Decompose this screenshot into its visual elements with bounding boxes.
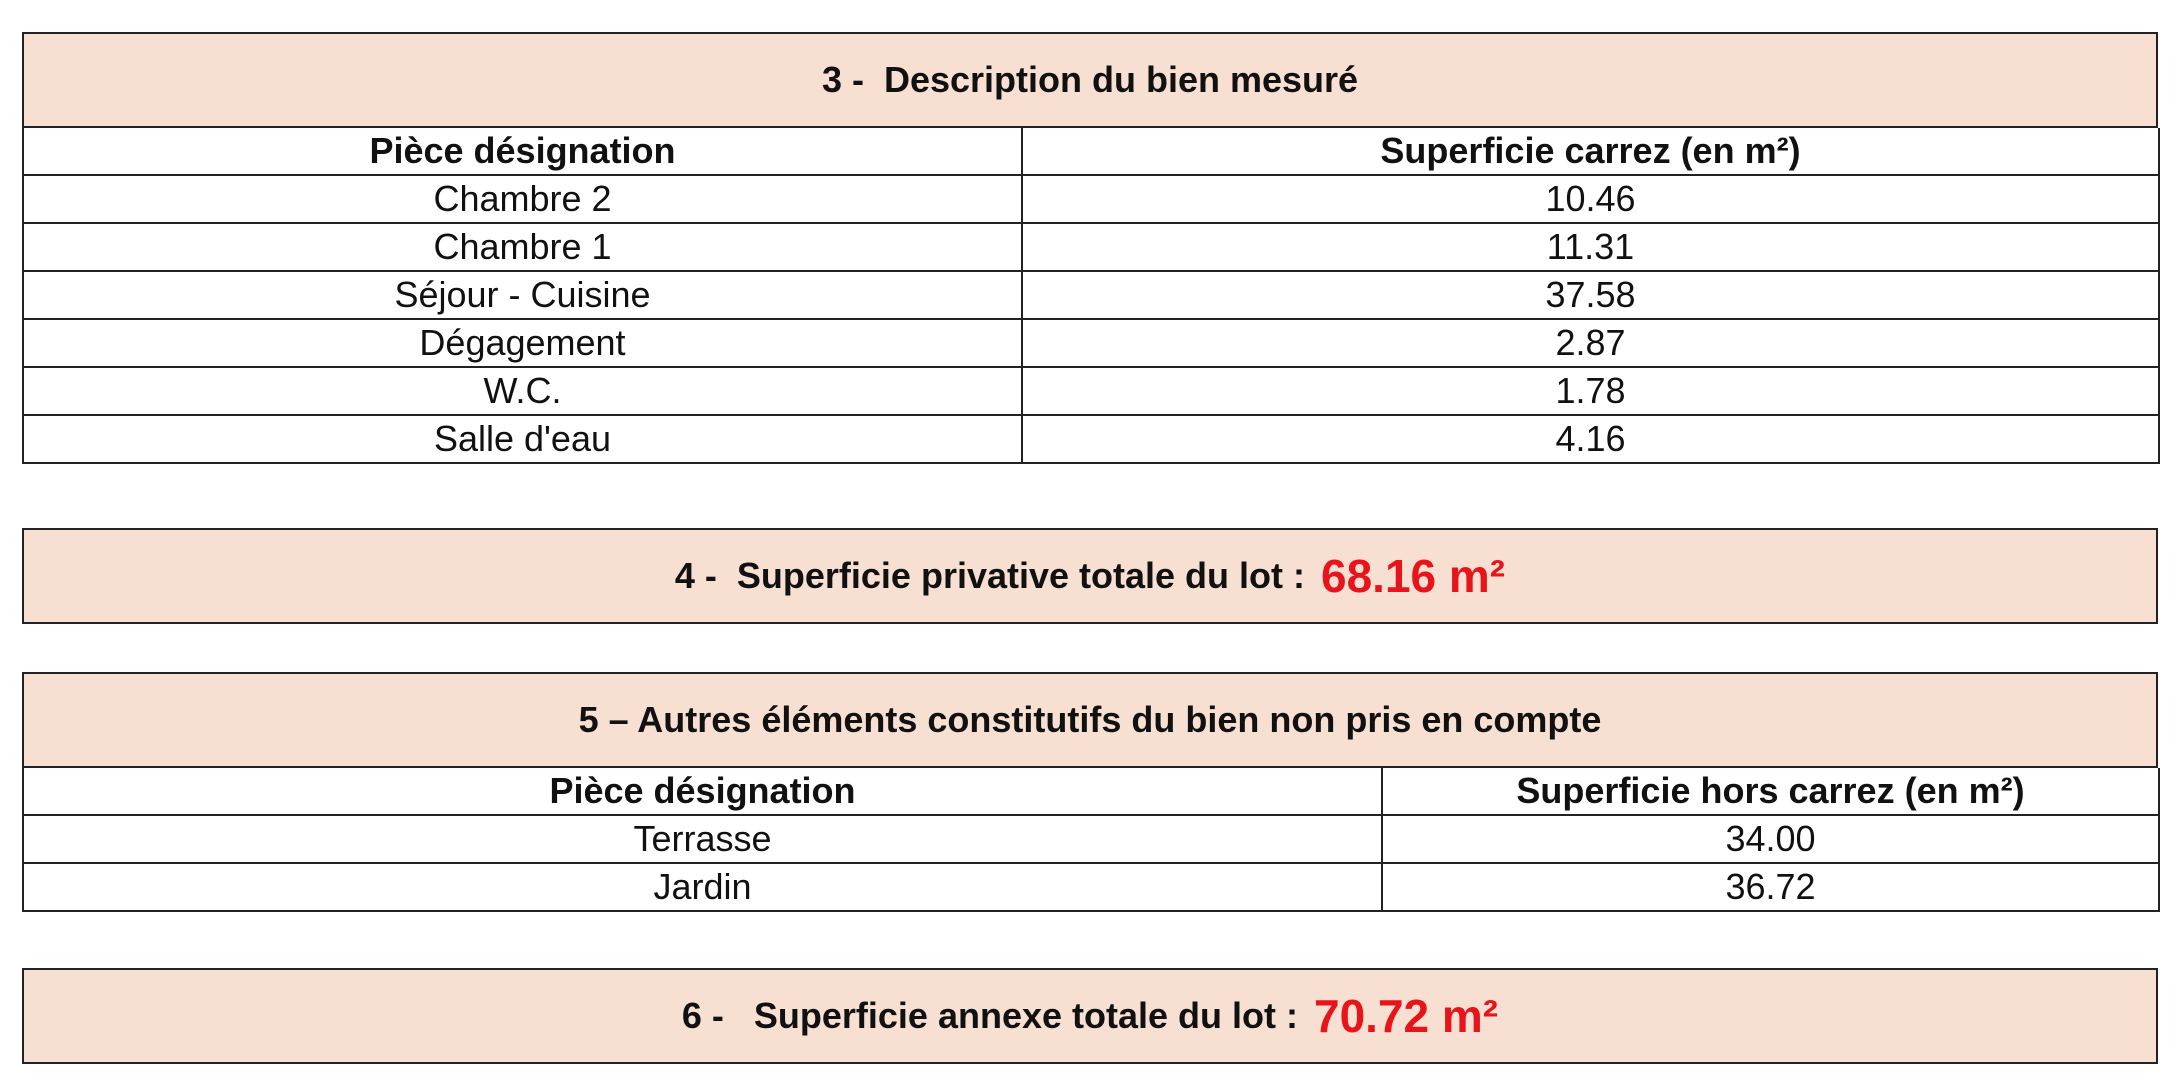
hors-carrez-table xyxy=(22,768,2160,912)
table-row xyxy=(23,815,2159,863)
carrez-table xyxy=(22,128,2160,464)
room-name: W.C. xyxy=(23,367,1022,415)
room-area: 36.72 xyxy=(1382,863,2159,911)
section-autres-elements xyxy=(22,672,2158,912)
room-area: 37.58 xyxy=(1022,271,2159,319)
table-row xyxy=(23,271,2159,319)
section-superficie-annexe xyxy=(22,968,2158,1064)
room-area: 2.87 xyxy=(1022,319,2159,367)
column-header-piece: Pièce désignation xyxy=(23,128,1022,175)
section-description-bien xyxy=(22,32,2158,464)
room-area: 34.00 xyxy=(1382,815,2159,863)
room-area: 11.31 xyxy=(1022,223,2159,271)
total-privative-value: 68.16 m² xyxy=(1321,550,1506,602)
room-name: Dégagement xyxy=(23,319,1022,367)
room-name: Terrasse xyxy=(23,815,1382,863)
section-3-title: 3 - Description du bien mesuré xyxy=(821,59,1359,100)
table-row xyxy=(23,367,2159,415)
room-name: Chambre 2 xyxy=(23,175,1022,223)
room-name: Chambre 1 xyxy=(23,223,1022,271)
section-5-banner xyxy=(22,672,2158,768)
room-area: 10.46 xyxy=(1022,175,2159,223)
room-area: 1.78 xyxy=(1022,367,2159,415)
column-header-superficie: Superficie carrez (en m²) xyxy=(1022,128,2159,175)
table-row xyxy=(23,319,2159,367)
table-row xyxy=(23,415,2159,463)
table-row xyxy=(23,863,2159,911)
column-header-piece: Pièce désignation xyxy=(23,768,1382,815)
table-row xyxy=(23,223,2159,271)
table-header-row xyxy=(23,128,2159,175)
section-3-banner xyxy=(22,32,2158,128)
section-superficie-privative xyxy=(22,528,2158,624)
column-header-superficie-hors-carrez: Superficie hors carrez (en m²) xyxy=(1382,768,2159,815)
total-annexe-value: 70.72 m² xyxy=(1314,990,1499,1042)
section-5-title: 5 – Autres éléments constitutifs du bien non pris en compte xyxy=(578,699,1602,740)
section-4-banner xyxy=(22,528,2158,624)
table-row xyxy=(23,175,2159,223)
room-name: Salle d'eau xyxy=(23,415,1022,463)
room-name: Jardin xyxy=(23,863,1382,911)
section-6-label: 6 - Superficie annexe totale du lot : xyxy=(681,995,1308,1036)
room-area: 4.16 xyxy=(1022,415,2159,463)
section-6-banner xyxy=(22,968,2158,1064)
room-name: Séjour - Cuisine xyxy=(23,271,1022,319)
section-4-label: 4 - Superficie privative totale du lot : xyxy=(674,555,1315,596)
table-header-row xyxy=(23,768,2159,815)
